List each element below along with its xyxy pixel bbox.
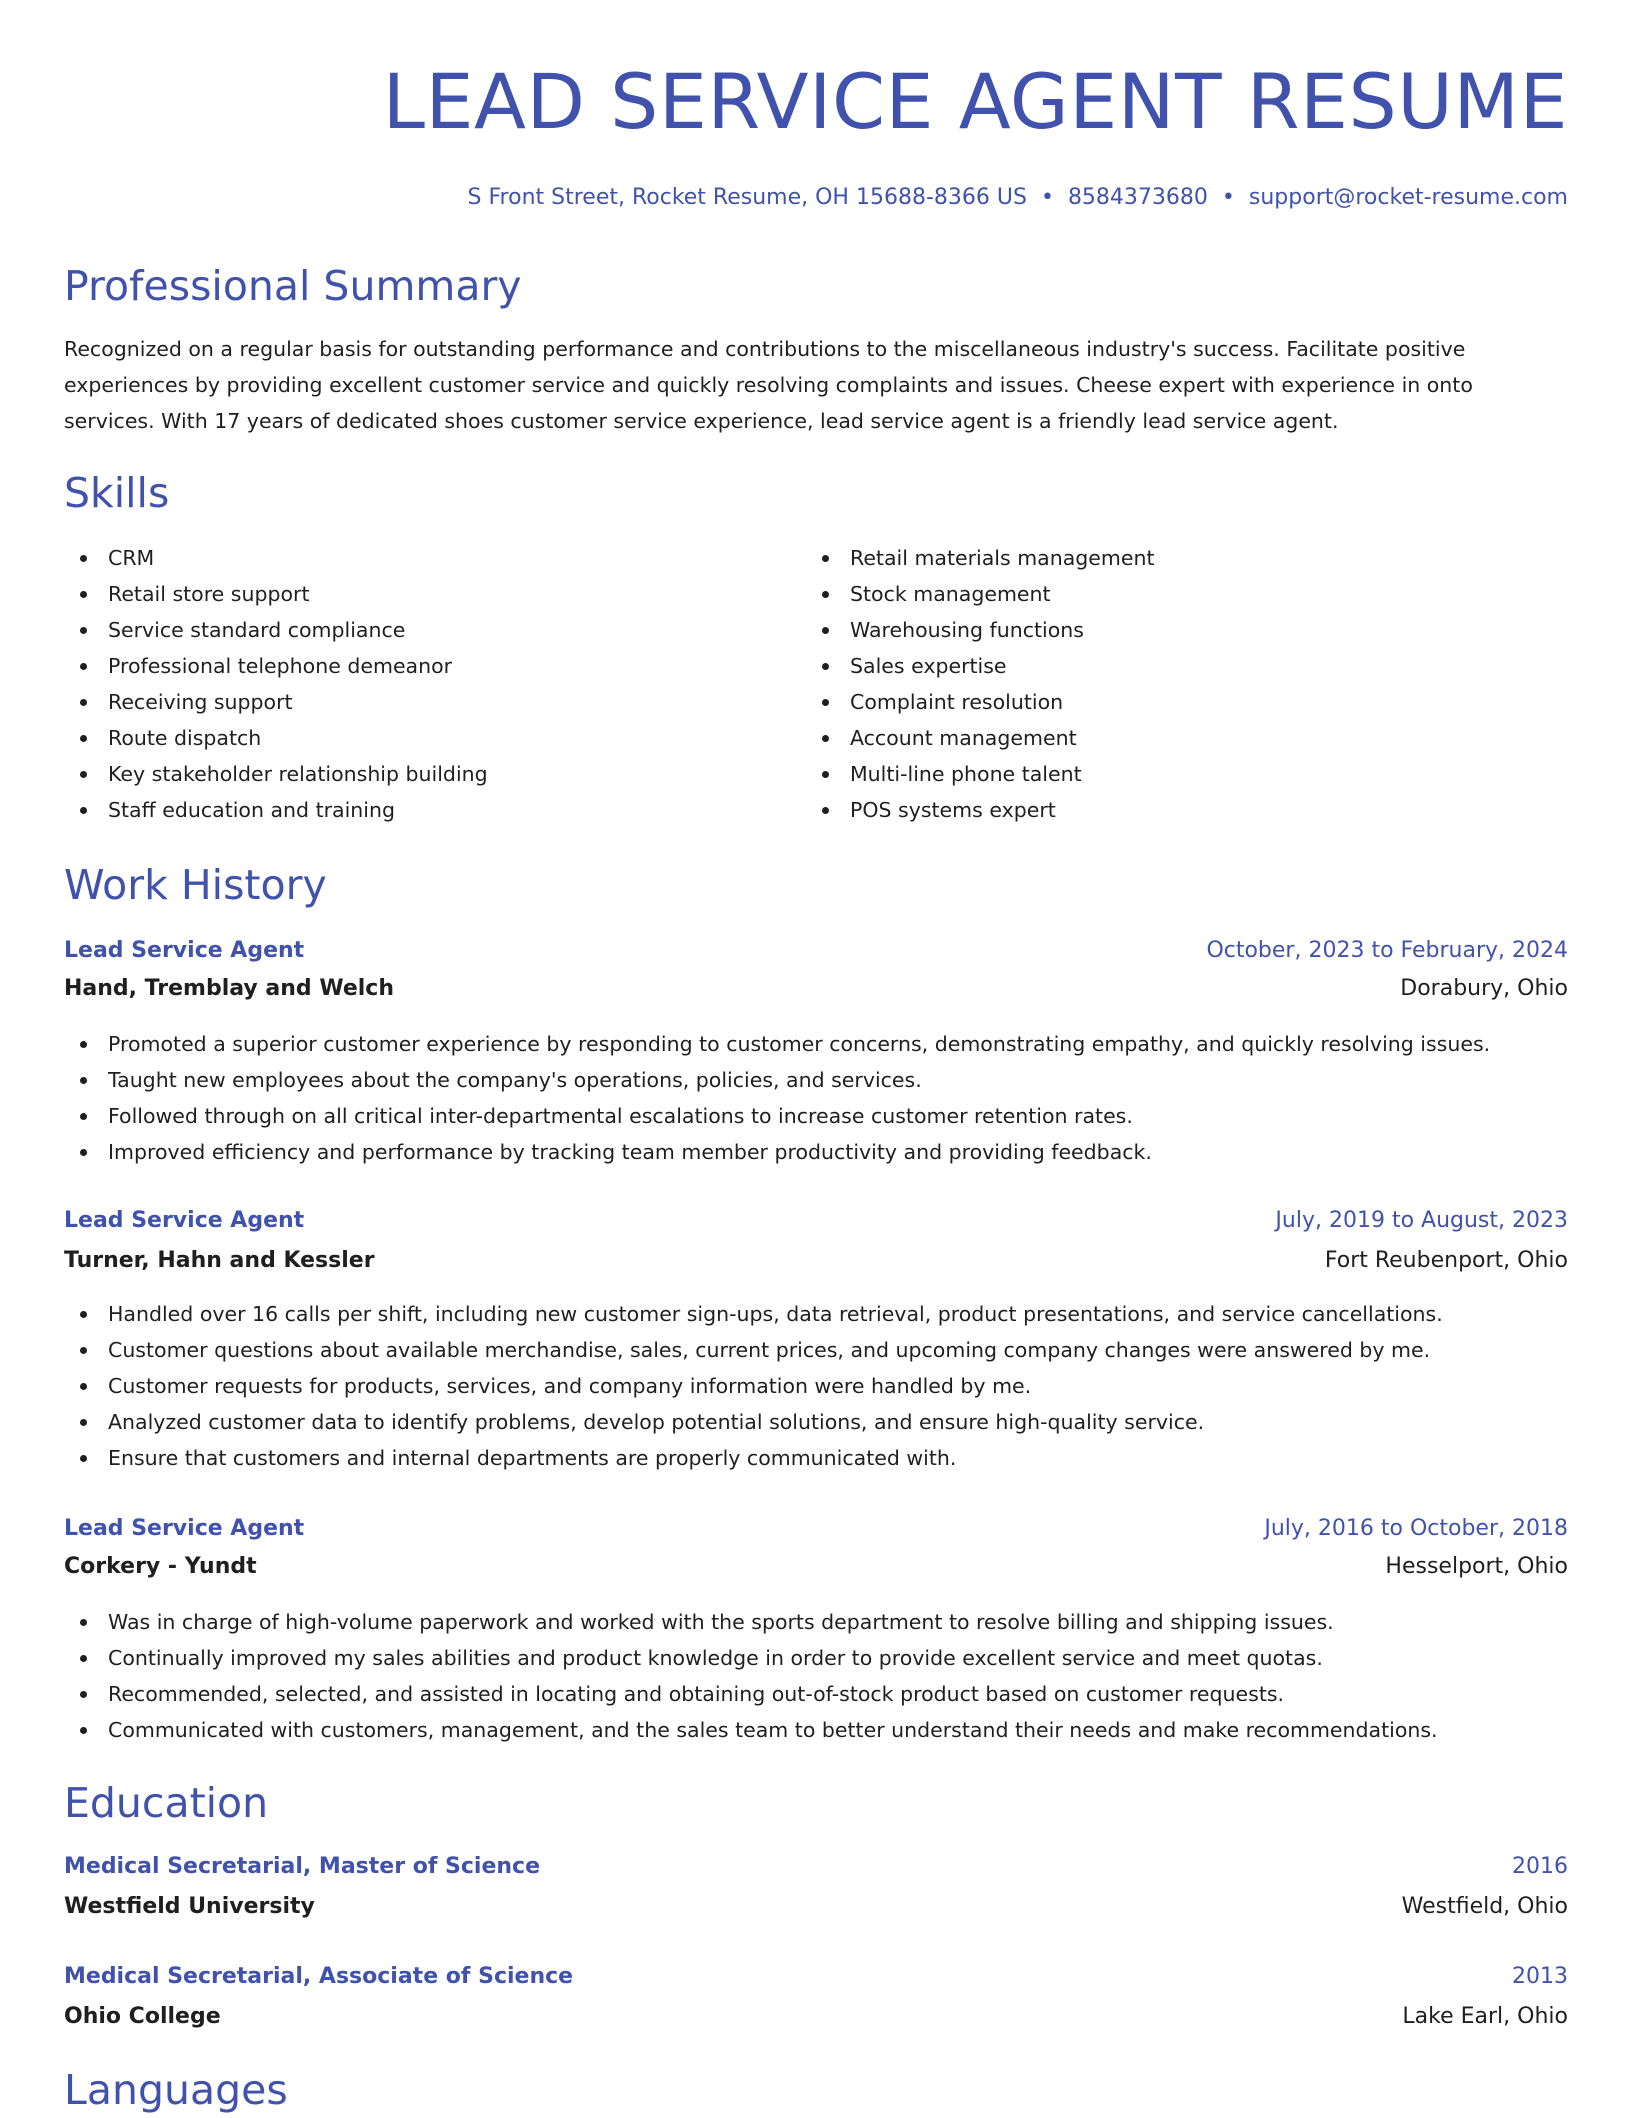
job-bullet: Taught new employees about the company's operations, policies, and services. bbox=[64, 1062, 1490, 1098]
skill-item: Stock management bbox=[806, 576, 1155, 612]
contact-line bbox=[468, 180, 1568, 216]
skill-item: Retail materials management bbox=[806, 540, 1155, 576]
summary-text: Recognized on a regular basis for outstanding performance and contributions to the miscellaneous industry's success. Facilitate positive experiences by providing excellent customer service and quickly resolving complaints and issues. Cheese expert with experience in onto services. With 17 years of dedicated shoes customer service experience, lead service agent is a friendly lead service agent. bbox=[64, 337, 1473, 433]
job-company: Turner, Hahn and Kessler bbox=[64, 1248, 375, 1273]
skill-item: Warehousing functions bbox=[806, 612, 1155, 648]
job-company-row bbox=[64, 1242, 1568, 1280]
job-company-row bbox=[64, 1548, 1568, 1586]
education-school: Westfield University bbox=[64, 1894, 315, 1919]
job-header bbox=[64, 932, 1568, 970]
job-title: Lead Service Agent bbox=[64, 938, 305, 963]
job-title: Lead Service Agent bbox=[64, 1208, 305, 1233]
job-bullet: Ensure that customers and internal departments are properly communicated with. bbox=[64, 1440, 1443, 1476]
skills-heading: Skills bbox=[64, 469, 170, 517]
skill-item: Sales expertise bbox=[806, 648, 1155, 684]
education-school-row bbox=[64, 1888, 1568, 1926]
education-school-row bbox=[64, 1998, 1568, 2036]
job-bullet: Customer questions about available merchandise, sales, current prices, and upcoming company changes were answered by me. bbox=[64, 1332, 1443, 1368]
skill-item: Multi-line phone talent bbox=[806, 756, 1155, 792]
job-dates: October, 2023 to February, 2024 bbox=[1206, 938, 1568, 963]
skill-item: POS systems expert bbox=[806, 792, 1155, 828]
skill-item: Retail store support bbox=[64, 576, 488, 612]
job-location: Hesselport, Ohio bbox=[1385, 1554, 1568, 1579]
education-header bbox=[64, 1958, 1568, 1996]
education-heading: Education bbox=[64, 1779, 269, 1827]
job-bullet: Promoted a superior customer experience by responding to customer concerns, demonstrating empathy, and quickly resolving issues. bbox=[64, 1026, 1490, 1062]
job-location: Fort Reubenport, Ohio bbox=[1324, 1248, 1568, 1273]
job-header bbox=[64, 1202, 1568, 1240]
summary-heading: Professional Summary bbox=[64, 262, 522, 310]
contact-address: S Front Street, Rocket Resume, OH 15688-8366 US bbox=[467, 185, 1027, 210]
skill-item: Route dispatch bbox=[64, 720, 488, 756]
job-bullets bbox=[64, 1296, 1443, 1476]
education-location: Westfield, Ohio bbox=[1401, 1894, 1568, 1919]
contact-email[interactable]: support@rocket-resume.com bbox=[1248, 185, 1568, 210]
skill-item: Key stakeholder relationship building bbox=[64, 756, 488, 792]
skill-item: Receiving support bbox=[64, 684, 488, 720]
job-dates: July, 2016 to October, 2018 bbox=[1264, 1516, 1568, 1541]
job-bullet: Handled over 16 calls per shift, including new customer sign-ups, data retrieval, product presentations, and service cancellations. bbox=[64, 1296, 1443, 1332]
education-degree: Medical Secretarial, Master of Science bbox=[64, 1854, 541, 1879]
education-location: Lake Earl, Ohio bbox=[1402, 2004, 1568, 2029]
job-bullets bbox=[64, 1026, 1490, 1170]
job-bullet: Customer requests for products, services, and company information were handled by me. bbox=[64, 1368, 1443, 1404]
job-bullet: Followed through on all critical inter-departmental escalations to increase customer retention rates. bbox=[64, 1098, 1490, 1134]
job-bullet: Communicated with customers, management, and the sales team to better understand their needs and make recommendations. bbox=[64, 1712, 1438, 1748]
skill-item: Service standard compliance bbox=[64, 612, 488, 648]
job-bullets bbox=[64, 1604, 1438, 1748]
work-heading: Work History bbox=[64, 861, 327, 909]
education-header bbox=[64, 1848, 1568, 1886]
education-school: Ohio College bbox=[64, 2004, 221, 2029]
contact-separator: • bbox=[1040, 185, 1054, 210]
job-company: Hand, Tremblay and Welch bbox=[64, 976, 394, 1001]
job-header bbox=[64, 1510, 1568, 1548]
job-bullet: Analyzed customer data to identify problems, develop potential solutions, and ensure high-quality service. bbox=[64, 1404, 1443, 1440]
languages-heading: Languages bbox=[64, 2066, 288, 2114]
skills-list-right bbox=[806, 540, 1155, 828]
resume-title: LEAD SERVICE AGENT RESUME bbox=[382, 57, 1568, 146]
job-bullet: Improved efficiency and performance by tracking team member productivity and providing feedback. bbox=[64, 1134, 1490, 1170]
job-location: Dorabury, Ohio bbox=[1400, 976, 1568, 1001]
job-bullet: Continually improved my sales abilities and product knowledge in order to provide excellent service and meet quotas. bbox=[64, 1640, 1438, 1676]
job-bullet: Recommended, selected, and assisted in locating and obtaining out-of-stock product based on customer requests. bbox=[64, 1676, 1438, 1712]
job-company: Corkery - Yundt bbox=[64, 1554, 257, 1579]
education-degree: Medical Secretarial, Associate of Science bbox=[64, 1964, 574, 1989]
skill-item: CRM bbox=[64, 540, 488, 576]
job-company-row bbox=[64, 970, 1568, 1008]
skill-item: Complaint resolution bbox=[806, 684, 1155, 720]
skill-item: Account management bbox=[806, 720, 1155, 756]
job-title: Lead Service Agent bbox=[64, 1516, 305, 1541]
skill-item: Professional telephone demeanor bbox=[64, 648, 488, 684]
job-bullet: Was in charge of high-volume paperwork and worked with the sports department to resolve billing and shipping issues. bbox=[64, 1604, 1438, 1640]
skills-list-left bbox=[64, 540, 488, 828]
contact-separator: • bbox=[1221, 185, 1235, 210]
education-year: 2016 bbox=[1512, 1854, 1568, 1879]
job-dates: July, 2019 to August, 2023 bbox=[1275, 1208, 1568, 1233]
education-year: 2013 bbox=[1512, 1964, 1568, 1989]
contact-phone: 8584373680 bbox=[1067, 185, 1208, 210]
skill-item: Staff education and training bbox=[64, 792, 488, 828]
